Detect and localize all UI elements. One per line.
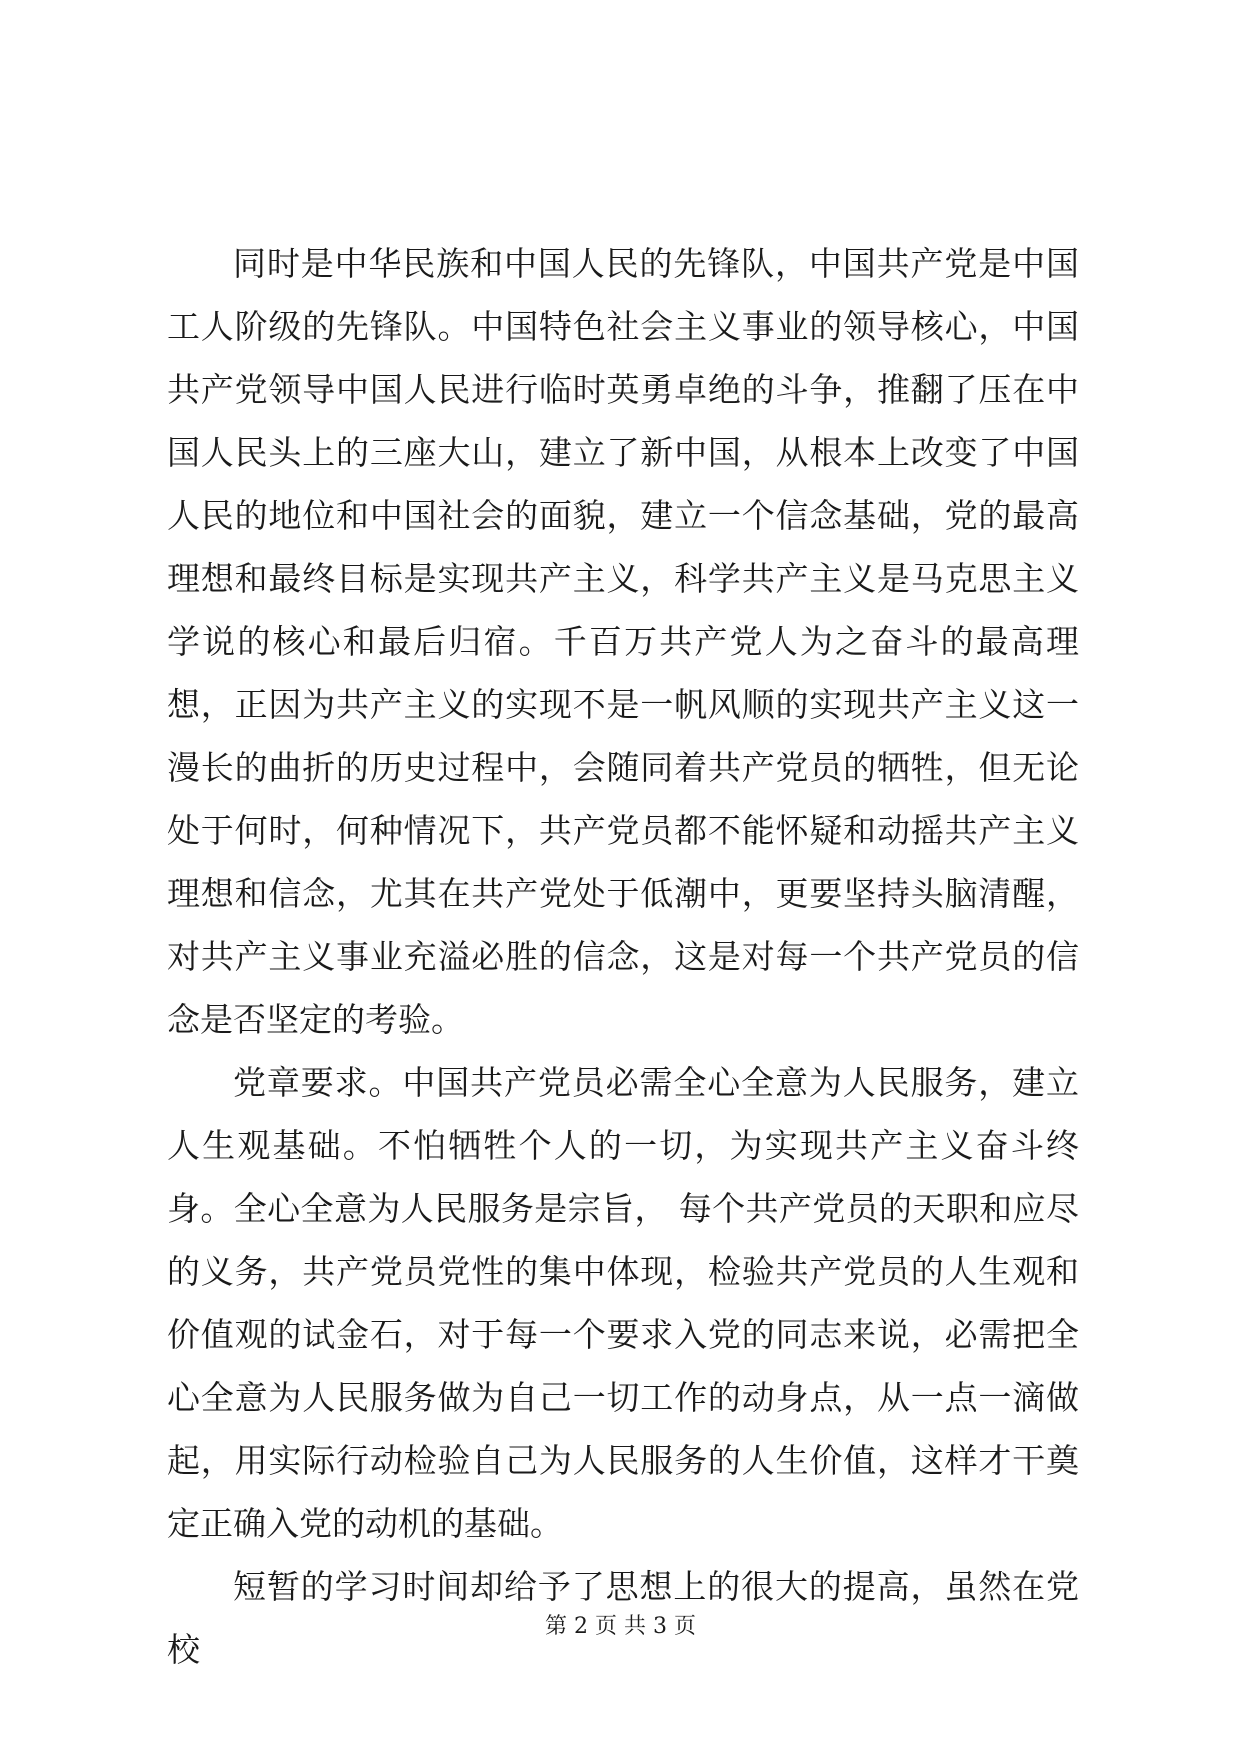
paragraph-3: 短暂的学习时间却给予了思想上的很大的提高，虽然在党校: [167, 1567, 1079, 1669]
paragraph-1: 同时是中华民族和中国人民的先锋队，中国共产党是中国工人阶级的先锋队。中国特色社会主义事业的领导核心，中国共产党领导中国人民进行临时英勇卓绝的斗争，推翻了压在中国人民头上的三座大山，建立了新中国，从根本上改变了中国人民的地位和中国社会的面貌，建立一个信念基础，党的最高理想和最终目标是实现共产主义，科学共产主义是马克思主义学说的核心和最后归宿。千百万共产党人为之奋斗的最高理想，正因为共产主义的实现不是一帆风顺的实现共产主义这一漫长的曲折的历史过程中，会随同着共产党员的牺牲，但无论处于何时，何种情况下，共产党员都不能怀疑和动摇共产主义理想和信念，尤其在共产党处于低潮中，更要坚持头脑清醒，对共产主义事业充溢必胜的信念，这是对每一个共产党员的信念是否坚定的考验。: [167, 244, 1079, 1039]
page-number-label: 第 2 页 共 3 页: [545, 1614, 696, 1639]
document-body: [167, 232, 1079, 1681]
page-footer: [0, 1612, 1241, 1642]
paragraph-2: 党章要求。中国共产党员必需全心全意为人民服务，建立人生观基础。不怕牺牲个人的一切，为实现共产主义奋斗终身。全心全意为人民服务是宗旨， 每个共产党员的天职和应尽的义务，共产党员党性的集中体现，检验共产党员的人生观和价值观的试金石，对于每一个要求入党的同志来说，必需把全心全意为人民服务做为自己一切工作的动身点，从一点一滴做起，用实际行动检验自己为人民服务的人生价值，这样才干奠定正确入党的动机的基础。: [167, 1063, 1079, 1543]
